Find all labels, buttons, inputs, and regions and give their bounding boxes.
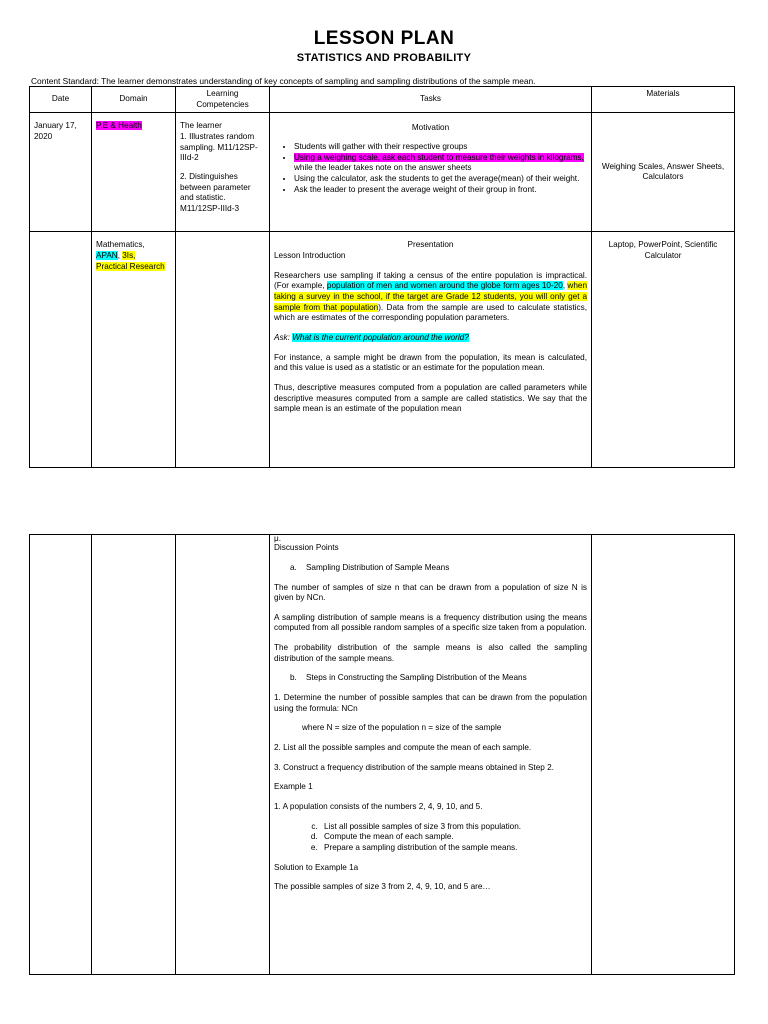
- paragraph: Thus, descriptive measures computed from a population are called parameters while descriptive measures computed from a sample are called statistics. We say that the sample mean is an estimate of the population mean: [274, 382, 587, 414]
- discussion-points-heading: Discussion Points: [274, 543, 339, 553]
- text-span: ). Data from the sample are used to calculate statistics, which are estimates of the corresponding population parameters.: [274, 302, 587, 323]
- document-subtitle: STATISTICS AND PROBABILITY: [296, 52, 472, 64]
- domain-separator: ,: [117, 250, 123, 260]
- mu-symbol: μ.: [274, 534, 281, 543]
- example-1: 1. A population consists of the numbers 2, 4, 9, 10, and 5.: [274, 802, 483, 812]
- text-span: Researchers use sampling if taking a census of the entire population is impractical. (For example,: [274, 270, 587, 291]
- paragraph: A sampling distribution of sample means is a frequency distribution using the means computed from all possible random samples of a specific size taken from a population.: [274, 612, 587, 633]
- lesson-introduction: Lesson Introduction: [274, 250, 346, 260]
- step-1: 1. Determine the number of possible samples that can be drawn from the population using the formula: NCn: [274, 693, 587, 713]
- motivation-list: [274, 142, 587, 195]
- cont-date: [30, 535, 92, 975]
- row2-competencies: [176, 232, 270, 468]
- step-3: 3. Construct a frequency distribution of the sample means obtained in Step 2.: [274, 762, 554, 772]
- lesson-plan-table-continued: [29, 534, 735, 975]
- row2-tasks: [270, 232, 592, 468]
- table-row: [30, 113, 735, 232]
- paragraph: The number of samples of size n that can be drawn from a population of size N is given by NCn.: [274, 582, 587, 603]
- header-domain: Domain: [92, 87, 176, 113]
- row1-tasks: [270, 113, 592, 232]
- highlighted-text: when taking a survey in the school, if the target are Grade 12 students, you will only get a sample from that population: [274, 281, 587, 312]
- content-standard: Content Standard: The learner demonstrates understanding of key concepts of sampling and sampling distributions of the sample mean.: [31, 76, 536, 86]
- header-competencies: Learning Competencies: [176, 87, 270, 113]
- cont-domain: [92, 535, 176, 975]
- solution-heading: Solution to Example 1a: [274, 862, 359, 872]
- domain-practical-research: Practical Research: [96, 261, 165, 271]
- ask-label: Ask:: [274, 332, 293, 342]
- example-sublist: [274, 822, 587, 854]
- list-item-text: while the leader takes note on the answer sheets: [294, 163, 472, 173]
- lesson-plan-table: [29, 86, 735, 468]
- highlighted-text: Using a weighing scale, ask each student to measure their weights in kilograms,: [294, 152, 584, 162]
- domain-apan: APAN: [96, 250, 118, 260]
- document-title: LESSON PLAN: [313, 28, 455, 49]
- step-2: 2. List all the possible samples and compute the mean of each sample.: [274, 743, 532, 753]
- list-item: d. Compute the mean of each sample.: [320, 832, 587, 843]
- text-span: ,: [562, 281, 568, 291]
- header-date: Date: [30, 87, 92, 113]
- highlighted-text: population of men and women around the globe form ages 10-20: [326, 281, 563, 291]
- possible-samples: The possible samples of size 3 from 2, 4, 9, 10, and 5 are…: [274, 882, 491, 892]
- row1-domain: [92, 113, 176, 232]
- row1-competencies: [176, 113, 270, 232]
- domain-3is: 3Is,: [122, 250, 136, 260]
- row1-date: January 17, 2020: [30, 113, 92, 232]
- motivation-heading: Motivation: [411, 123, 450, 133]
- item-b: b. Steps in Constructing the Sampling Distribution of the Means: [290, 673, 527, 683]
- table-row: [30, 232, 735, 468]
- item-a: a. Sampling Distribution of Sample Means: [290, 562, 450, 572]
- table-row: [30, 535, 735, 975]
- competency-2: 2. Distinguishes between parameter and statistic. M11/12SP-IIId-3: [180, 171, 251, 213]
- header-materials: Materials: [592, 87, 735, 113]
- row2-domain: [92, 232, 176, 468]
- item-b-text: Steps in Constructing the Sampling Distribution of the Means: [305, 673, 527, 683]
- list-item: • Students will gather with their respective groups: [294, 142, 587, 153]
- cont-tasks: [270, 535, 592, 975]
- competencies-intro: The learner: [180, 121, 222, 131]
- list-item: e. Prepare a sampling distribution of the sample means.: [320, 843, 587, 854]
- row2-date: [30, 232, 92, 468]
- ask-question: [274, 333, 587, 344]
- step-1-where: where N = size of the population n = size of the sample: [302, 723, 502, 733]
- domain-mathematics: Mathematics,: [96, 240, 145, 250]
- list-item: • Using the calculator, ask the students to get the average(mean) of their weight.: [294, 174, 587, 185]
- paragraph: [274, 271, 587, 324]
- header-row: [30, 87, 735, 113]
- list-item: [294, 153, 587, 174]
- highlighted-question: What is the current population around the world?: [292, 332, 469, 342]
- domain-pe-health: P.E & Health: [96, 121, 142, 131]
- item-a-text: Sampling Distribution of Sample Means: [305, 562, 450, 572]
- cont-materials: [592, 535, 735, 975]
- header-tasks: Tasks: [270, 87, 592, 113]
- paragraph: The probability distribution of the sample means is also called the sampling distribution of the sample means.: [274, 643, 587, 663]
- list-item: c. List all possible samples of size 3 from this population.: [320, 822, 587, 833]
- competency-1: 1. Illustrates random sampling. M11/12SP-IIId-2: [180, 131, 258, 163]
- presentation-heading: Presentation: [407, 240, 454, 250]
- example-heading: Example 1: [274, 782, 313, 792]
- paragraph: For instance, a sample might be drawn from the population, its mean is calculated, and this value is used as a statistic or an estimate for the population mean.: [274, 352, 587, 373]
- row2-materials: Laptop, PowerPoint, Scientific Calculator: [592, 232, 735, 468]
- list-item: • Ask the leader to present the average weight of their group in front.: [294, 185, 587, 196]
- row1-materials: Weighing Scales, Answer Sheets, Calculators: [592, 113, 735, 232]
- cont-competencies: [176, 535, 270, 975]
